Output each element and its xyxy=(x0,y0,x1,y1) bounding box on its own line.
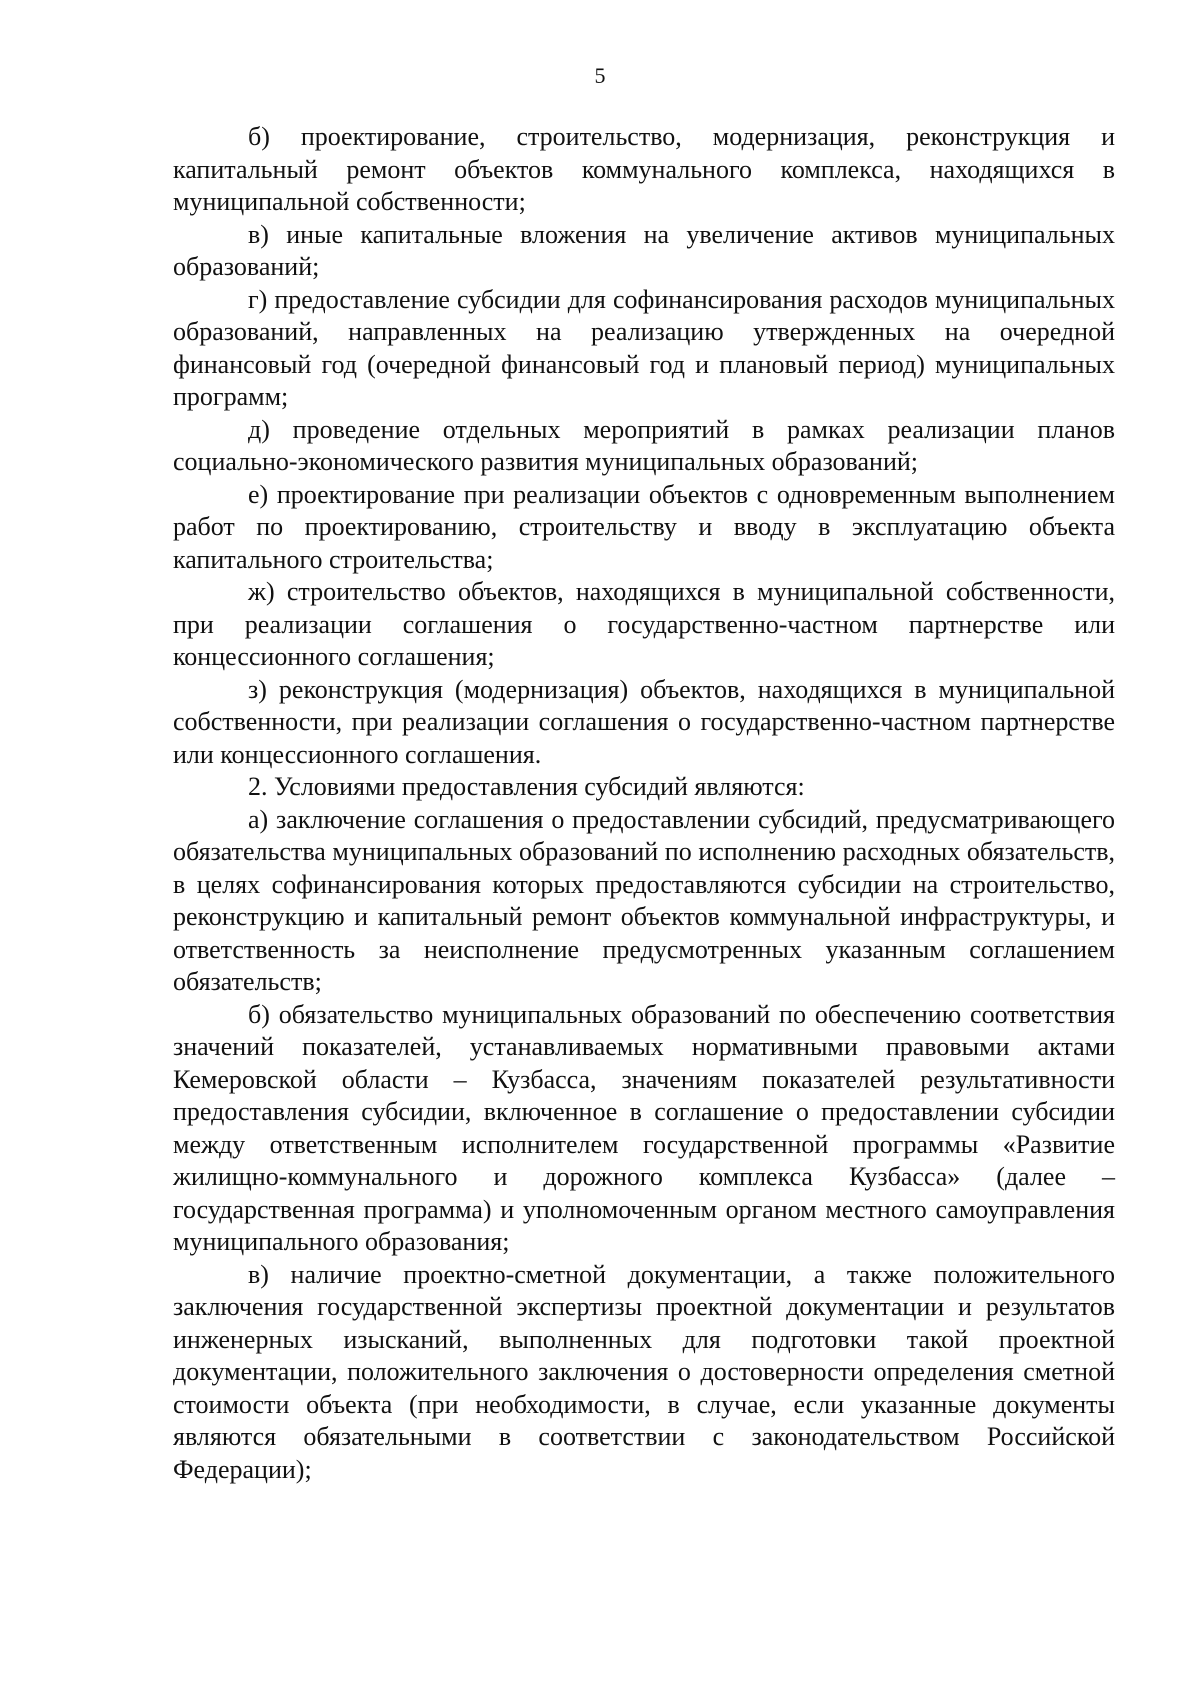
paragraph-v-design-documentation: в) наличие проектно-сметной документации, а также положительного заключения государственной экспертизы проектной документации и результатов инженерных изысканий, выполненных для подготовки такой проектной документации, положительного заключения о достоверности определения сметной стоимости объекта (при необходимости, в случае, если указанные документы являются обязательными в соответствии с законодательством Российской Федерации); xyxy=(173,1259,1115,1484)
paragraph-d-development-plans: д) проведение отдельных мероприятий в рамках реализации планов социально-экономического развития муниципальных образований; xyxy=(173,414,1115,476)
paragraph-v-capital-investments: в) иные капитальные вложения на увеличение активов муниципальных образований; xyxy=(173,219,1115,281)
paragraph-e-design-and-commissioning: е) проектирование при реализации объектов с одновременным выполнением работ по проектированию, строительству и вводу в эксплуатацию объекта капитального строительства; xyxy=(173,479,1115,574)
paragraph-g-subsidy-cofinancing: г) предоставление субсидии для софинансирования расходов муниципальных образований, направленных на реализацию утвержденных на очередной финансовый год (очередной финансовый год и плановый период) муниципальных программ; xyxy=(173,284,1115,411)
paragraph-zh-construction-ppp: ж) строительство объектов, находящихся в муниципальной собственности, при реализации соглашения о государственно-частном партнерстве или концессионного соглашения; xyxy=(173,577,1115,671)
paragraph-b-design-construction: б) проектирование, строительство, модернизация, реконструкция и капитальный ремонт объектов коммунального комплекса, находящихся в муниципальной собственности; xyxy=(173,122,1115,216)
paragraph-a-agreement: а) заключение соглашения о предоставлении субсидий, предусматривающего обязательства муниципальных образований по исполнению расходных обязательств, в целях софинансирования которых предоставляются субсидии на строительство, реконструкцию и капитальный ремонт объектов коммунальной инфраструктуры, и ответственность за неисполнение предусмотренных указанным соглашением обязательств; xyxy=(173,804,1115,996)
paragraph-z-reconstruction-ppp: з) реконструкция (модернизация) объектов, находящихся в муниципальной собственности, при реализации соглашения о государственно-частном партнерстве или концессионного соглашения. xyxy=(173,674,1115,769)
page-number: 5 xyxy=(594,63,606,88)
paragraph-2-conditions-heading: 2. Условиями предоставления субсидий являются: xyxy=(248,772,805,801)
document-body xyxy=(173,121,1115,1486)
paragraph-b-indicator-obligation: б) обязательство муниципальных образований по обеспечению соответствия значений показателей, устанавливаемых нормативными правовыми актами Кемеровской области – Кузбасса, значениям показателей результативности предоставления субсидии, включенное в соглашение о предоставлении субсидии между ответственным исполнителем государственной программы «Развитие жилищно-коммунального и дорожного комплекса Кузбасса» (далее – государственная программа) и уполномоченным органом местного самоуправления муниципального образования; xyxy=(173,999,1115,1256)
